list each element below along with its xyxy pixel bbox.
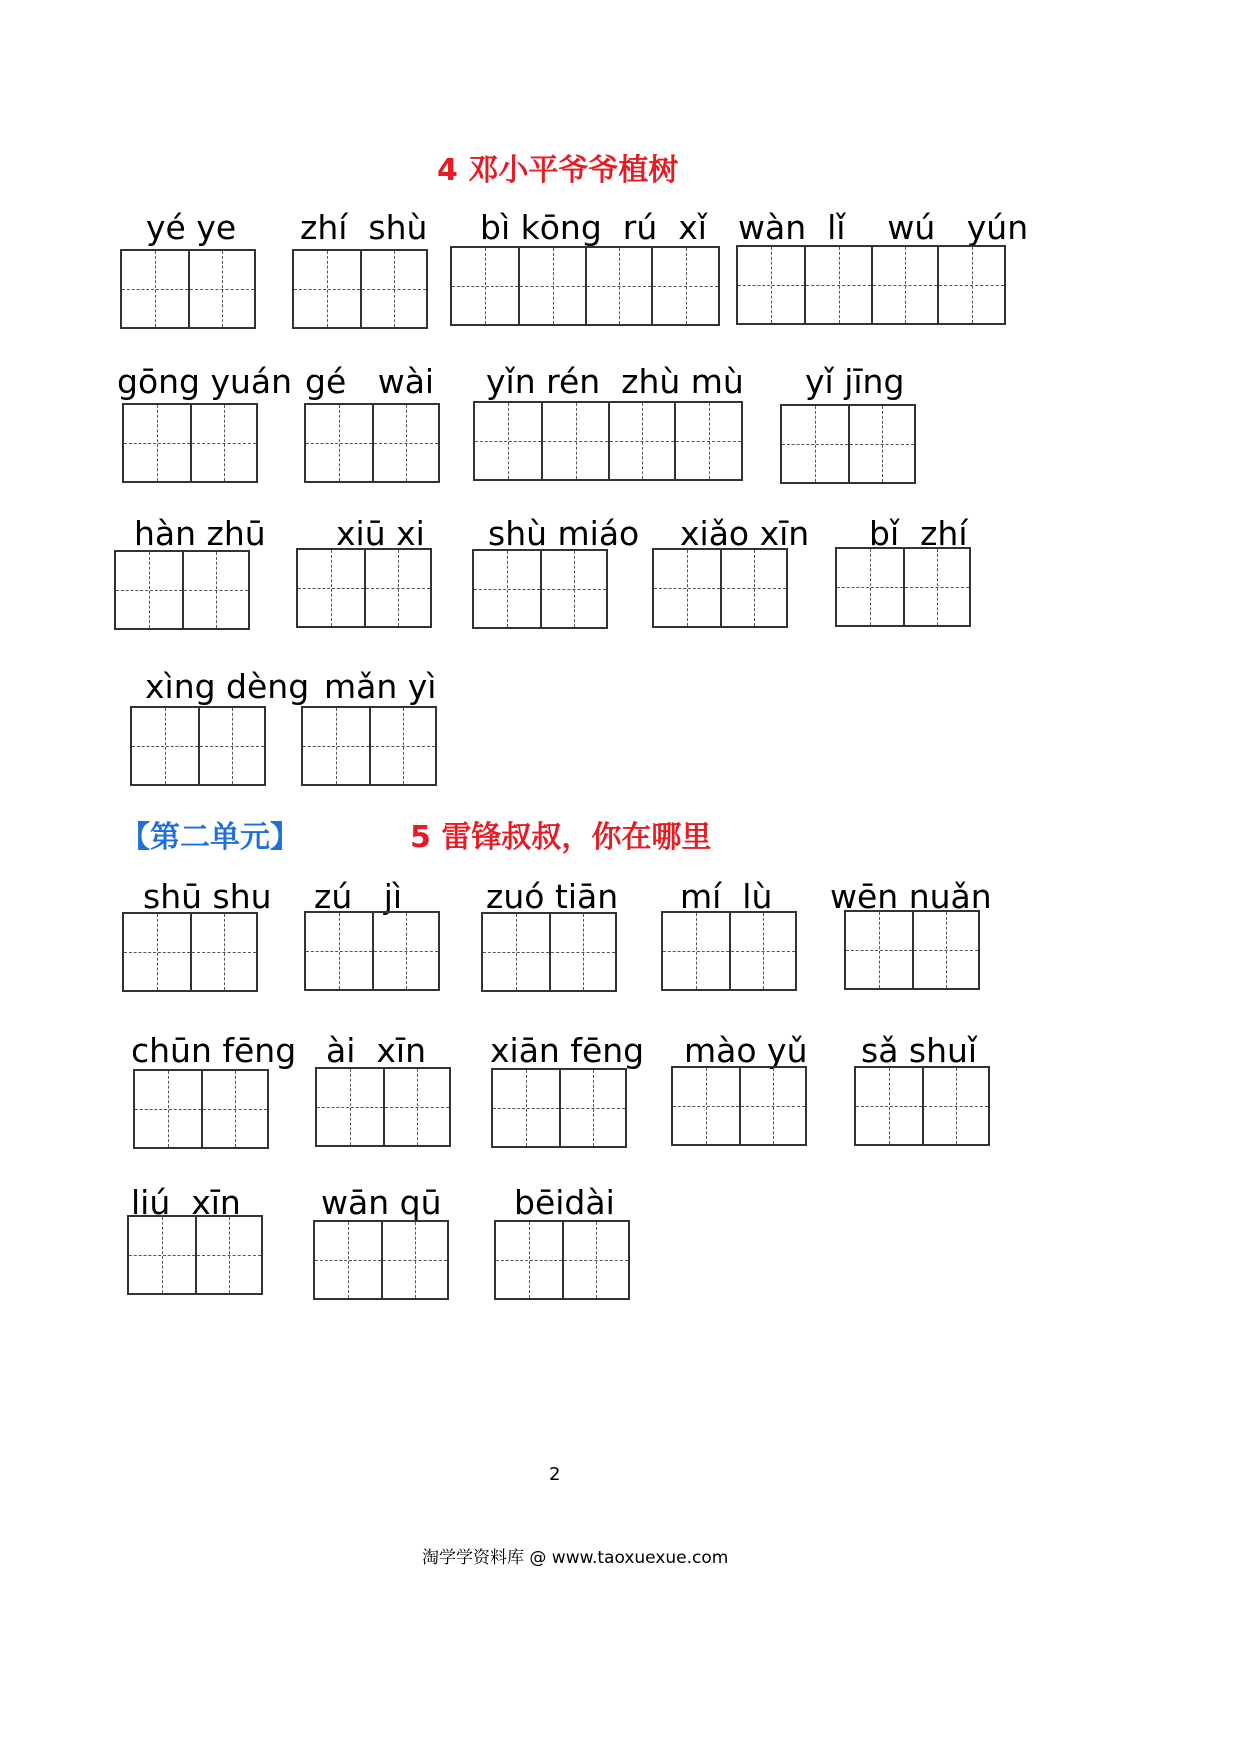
pinyin-label: gōng yuán [117,362,293,401]
tianzige-cell[interactable] [122,251,188,327]
pinyin-label: mǎn yì [324,667,437,706]
writing-grid[interactable] [130,706,266,786]
pinyin-label: wān qū [321,1183,442,1222]
writing-grid[interactable] [315,1067,451,1147]
pinyin-label: liú xīn [131,1183,241,1222]
tianzige-cell[interactable] [837,549,903,625]
tianzige-cell[interactable] [738,247,804,323]
writing-grid[interactable] [473,401,743,481]
tianzige-cell[interactable] [654,550,720,626]
tianzige-cell[interactable] [298,550,364,626]
tianzige-cell[interactable] [562,1222,628,1298]
writing-grid[interactable] [671,1066,807,1146]
tianzige-cell[interactable] [188,251,254,327]
pinyin-label: bǐ zhí [869,514,968,553]
tianzige-cell[interactable] [132,708,198,784]
tianzige-cell[interactable] [369,708,435,784]
tianzige-cell[interactable] [651,248,718,324]
tianzige-cell[interactable] [452,248,518,324]
tianzige-cell[interactable] [182,552,248,628]
tianzige-cell[interactable] [559,1070,625,1146]
writing-grid[interactable] [472,549,608,629]
tianzige-cell[interactable] [364,550,430,626]
tianzige-cell[interactable] [729,913,795,989]
tianzige-cell[interactable] [303,708,369,784]
pinyin-label: ài xīn [326,1031,426,1070]
tianzige-cell[interactable] [190,405,256,481]
tianzige-cell[interactable] [475,403,541,479]
tianzige-cell[interactable] [124,405,190,481]
tianzige-cell[interactable] [782,406,848,482]
tianzige-cell[interactable] [856,1068,922,1144]
tianzige-cell[interactable] [201,1071,267,1147]
page-number: 2 [549,1464,561,1485]
tianzige-cell[interactable] [190,914,256,990]
tianzige-cell[interactable] [912,912,978,988]
writing-grid[interactable] [652,548,788,628]
tianzige-cell[interactable] [937,247,1004,323]
tianzige-cell[interactable] [383,1069,449,1145]
writing-grid[interactable] [844,910,980,990]
unit2-label: 【第二单元】 [120,820,300,855]
tianzige-cell[interactable] [135,1071,201,1147]
tianzige-cell[interactable] [903,549,969,625]
tianzige-cell[interactable] [129,1217,195,1293]
tianzige-cell[interactable] [381,1222,447,1298]
writing-grid[interactable] [296,548,432,628]
tianzige-cell[interactable] [483,914,549,990]
pinyin-label: shū shu [143,877,272,916]
tianzige-cell[interactable] [739,1068,805,1144]
pinyin-label: gé wài [305,362,435,401]
writing-grid[interactable] [450,246,720,326]
writing-grid[interactable] [304,403,440,483]
writing-grid[interactable] [301,706,437,786]
pinyin-label: mí lù [680,877,773,916]
writing-grid[interactable] [304,911,440,991]
pinyin-label: wàn lǐ wú yún [738,208,1029,247]
writing-grid[interactable] [114,550,250,630]
lesson4-title: 4 邓小平爷爷植树 [437,153,679,188]
pinyin-label: yǐ jīng [805,362,905,401]
pinyin-label: yé ye [146,208,237,247]
pinyin-label: yǐn rén zhù mù [486,362,744,401]
tianzige-cell[interactable] [585,248,652,324]
writing-grid[interactable] [133,1069,269,1149]
pinyin-label: chūn fēng [131,1031,297,1070]
tianzige-cell[interactable] [372,913,438,989]
pinyin-label: xìng dèng [145,667,310,706]
tianzige-cell[interactable] [294,251,360,327]
writing-grid[interactable] [122,403,258,483]
writing-grid[interactable] [835,547,971,627]
writing-grid[interactable] [481,912,617,992]
writing-grid[interactable] [120,249,256,329]
writing-grid[interactable] [122,912,258,992]
tianzige-cell[interactable] [198,708,264,784]
tianzige-cell[interactable] [848,406,914,482]
writing-grid[interactable] [736,245,1006,325]
tianzige-cell[interactable] [673,1068,739,1144]
pinyin-label: sǎ shuǐ [861,1031,978,1070]
tianzige-cell[interactable] [116,552,182,628]
pinyin-label: xiān fēng [490,1031,645,1070]
tianzige-cell[interactable] [541,403,608,479]
tianzige-cell[interactable] [306,913,372,989]
pinyin-label: shù miáo [488,514,640,553]
lesson5-title: 5 雷锋叔叔，你在哪里 [410,820,712,855]
pinyin-label: bēidài [514,1183,615,1222]
pinyin-label: mào yǔ [684,1031,808,1070]
writing-grid[interactable] [491,1068,627,1148]
tianzige-cell[interactable] [317,1069,383,1145]
tianzige-cell[interactable] [474,551,540,627]
pinyin-label: bì kōng rú xǐ [480,208,707,247]
writing-grid[interactable] [661,911,797,991]
tianzige-cell[interactable] [315,1222,381,1298]
tianzige-cell[interactable] [720,550,786,626]
writing-grid[interactable] [292,249,428,329]
tianzige-cell[interactable] [674,403,741,479]
tianzige-cell[interactable] [493,1070,559,1146]
tianzige-cell[interactable] [871,247,938,323]
writing-grid[interactable] [854,1066,990,1146]
tianzige-cell[interactable] [195,1217,261,1293]
tianzige-cell[interactable] [846,912,912,988]
pinyin-label: xiū xi [336,514,425,553]
pinyin-label: wēn nuǎn [830,877,992,916]
pinyin-label: zú jì [314,877,403,916]
pinyin-label: xiǎo xīn [680,514,810,553]
tianzige-cell[interactable] [922,1068,988,1144]
tianzige-cell[interactable] [549,914,615,990]
writing-grid[interactable] [313,1220,449,1300]
pinyin-label: zuó tiān [486,877,619,916]
tianzige-cell[interactable] [518,248,585,324]
tianzige-cell[interactable] [372,405,438,481]
pinyin-label: hàn zhū [134,514,266,553]
writing-grid[interactable] [494,1220,630,1300]
writing-grid[interactable] [780,404,916,484]
tianzige-cell[interactable] [360,251,426,327]
tianzige-cell[interactable] [804,247,871,323]
pinyin-label: zhí shù [300,208,428,247]
tianzige-cell[interactable] [124,914,190,990]
tianzige-cell[interactable] [608,403,675,479]
writing-grid[interactable] [127,1215,263,1295]
tianzige-cell[interactable] [663,913,729,989]
footer-text: 淘学学资料库 @ www.taoxuexue.com [422,1548,729,1568]
tianzige-cell[interactable] [496,1222,562,1298]
tianzige-cell[interactable] [306,405,372,481]
tianzige-cell[interactable] [540,551,606,627]
